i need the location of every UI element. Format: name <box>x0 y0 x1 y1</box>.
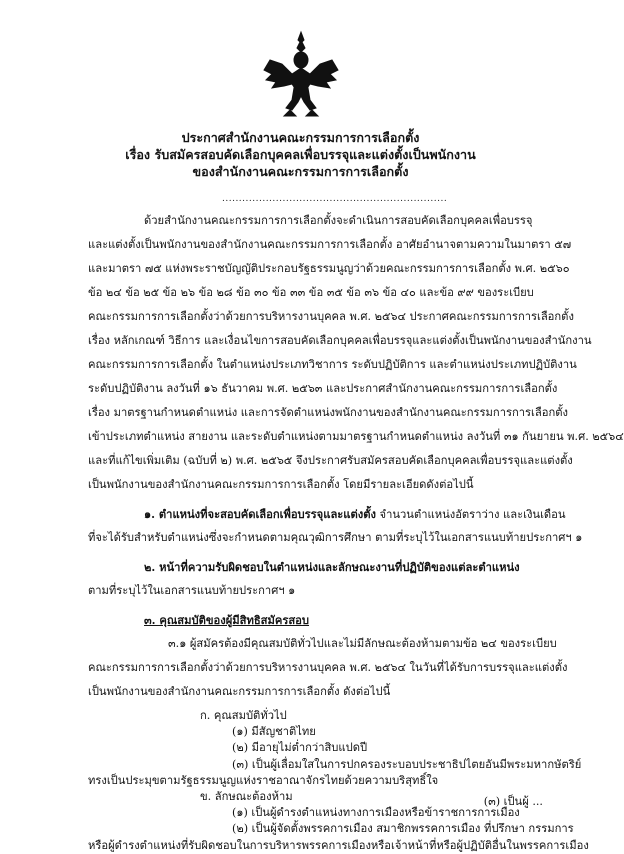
intro-line: และที่แก้ไขเพิ่มเติม (ฉบับที่ ๒) พ.ศ. ๒๕๖๕ จึงประกาศรับสมัครสอบคัดเลือกบุคคลเพื่อบรรจุและแต่งตั้ง <box>88 454 573 467</box>
section-2-line: ตามที่ระบุไว้ในเอกสารแนบท้ายประกาศฯ ๑ <box>88 584 296 597</box>
section-1-rest: จำนวนตำแหน่งอัตราว่าง และเงินเดือน <box>375 508 566 521</box>
prohibition-item: (๑) เป็นผู้ดำรงตำแหน่งทางการเมืองหรือข้าราชการการเมือง <box>232 806 520 820</box>
intro-line: เป็นพนักงานของสำนักงานคณะกรรมการการเลือกตั้ง โดยมีรายละเอียดดังต่อไปนี้ <box>88 478 474 491</box>
intro-line: เรื่อง มาตรฐานกำหนดตำแหน่ง และการจัดตำแหน่งพนักงานของสำนักงานคณะกรรมการการเลือกตั้ง <box>88 406 568 419</box>
intro-line: ด้วยสำนักงานคณะกรรมการการเลือกตั้งจะดำเนินการสอบคัดเลือกบุคคลเพื่อบรรจุ <box>144 214 533 227</box>
section-3-1-line: เป็นพนักงานของสำนักงานคณะกรรมการการเลือกตั้ง ดังต่อไปนี้ <box>88 685 391 698</box>
intro-line: คณะกรรมการการเลือกตั้งว่าด้วยการบริหารงานบุคคล พ.ศ. ๒๕๖๔ ประกาศคณะกรรมการการเลือกตั้ง <box>88 310 574 323</box>
announcement-subject: เรื่อง รับสมัครสอบคัดเลือกบุคคลเพื่อบรรจุและแต่งตั้งเป็นพนักงาน <box>125 147 476 162</box>
intro-line: เข้าประเภทตำแหน่ง สายงาน และระดับตำแหน่งตามมาตรฐานกำหนดตำแหน่ง ลงวันที่ ๓๑ กันยายน พ.ศ. ๒๕๖๔ <box>88 430 624 443</box>
prohibition-heading: ข. ลักษณะต้องห้าม <box>200 790 293 803</box>
separator-dots: ................................................................... <box>222 194 448 204</box>
garuda-emblem <box>262 30 340 118</box>
qualification-item: (๒) มีอายุไม่ต่ำกว่าสิบแปดปี <box>232 741 368 755</box>
section-2-heading: ๒. หน้าที่ความรับผิดชอบในตำแหน่งและลักษณะงานที่ปฏิบัติของแต่ละตำแหน่ง <box>144 560 520 574</box>
prohibition-item-cont: หรือผู้ดำรงตำแหน่งที่รับผิดชอบในการบริหารพรรคการเมืองหรือเจ้าหน้าที่หรือผู้ปฏิบัติอื่นในพรรคการเมือง <box>88 838 589 852</box>
qualification-item: (๓) เป็นผู้เลื่อมใสในการปกครองระบอบประชาธิปไตยอันมีพระมหากษัตริย์ <box>232 757 582 771</box>
section-3-heading: ๓. คุณสมบัติของผู้มีสิทธิสมัครสอบ <box>144 613 310 627</box>
intro-line: ข้อ ๒๔ ข้อ ๒๕ ข้อ ๒๖ ข้อ ๒๘ ข้อ ๓๐ ข้อ ๓๓ ข้อ ๓๕ ข้อ ๓๖ ข้อ ๔๐ และข้อ ๙๙ ของระเบียบ <box>88 286 534 299</box>
intro-line: คณะกรรมการการเลือกตั้ง ในตำแหน่งประเภทวิชาการ ระดับปฏิบัติการ และตำแหน่งประเภทปฏิบัติงาน <box>88 358 577 371</box>
section-1-heading: ๑. ตำแหน่งที่จะสอบคัดเลือกเพื่อบรรจุและแต่งตั้ง <box>144 507 376 521</box>
prohibition-item: (๒) เป็นผู้จัดตั้งพรรคการเมือง สมาชิกพรรคการเมือง ที่ปรึกษา กรรมการ <box>232 822 574 836</box>
section-1-line: ที่จะได้รับสำหรับตำแหน่งซึ่งจะกำหนดตามคุณวุฒิการศึกษา ตามที่ระบุไว้ในเอกสารแนบท้ายประกาศฯ ๑ <box>88 531 583 544</box>
qualification-item: (๑) มีสัญชาติไทย <box>232 725 316 739</box>
intro-line: และมาตรา ๗๕ แห่งพระราชบัญญัติประกอบรัฐธรรมนูญว่าด้วยคณะกรรมการการเลือกตั้ง พ.ศ. ๒๕๖๐ <box>88 262 570 275</box>
qualification-heading: ก. คุณสมบัติทั่วไป <box>200 709 287 722</box>
section-3-1-line: ๓.๑ ผู้สมัครต้องมีคุณสมบัติทั่วไปและไม่มีลักษณะต้องห้ามตามข้อ ๒๔ ของระเบียบ <box>168 637 557 650</box>
qualification-item-cont: ทรงเป็นประมุขตามรัฐธรรมนูญแห่งราชอาณาจักรไทยด้วยความบริสุทธิ์ใจ <box>88 773 439 787</box>
section-3-1-line: คณะกรรมการการเลือกตั้งว่าด้วยการบริหารงานบุคคล พ.ศ. ๒๕๖๔ ในวันที่ได้รับการบรรจุและแต่งตั้ง <box>88 661 568 674</box>
intro-line: เรื่อง หลักเกณฑ์ วิธีการ และเงื่อนไขการสอบคัดเลือกบุคคลเพื่อบรรจุและแต่งตั้งเป็นพนักงานของสำนักงาน <box>88 334 592 347</box>
announcement-title: ประกาศสำนักงานคณะกรรมการการเลือกตั้ง <box>181 130 420 145</box>
intro-line: และแต่งตั้งเป็นพนักงานของสำนักงานคณะกรรมการการเลือกตั้ง อาศัยอำนาจตามความในมาตรา ๕๗ <box>88 238 572 251</box>
announcement-subject-cont: ของสำนักงานคณะกรรมการการเลือกตั้ง <box>192 164 409 179</box>
intro-line: ระดับปฏิบัติงาน ลงวันที่ ๑๖ ธันวาคม พ.ศ. ๒๕๖๓ และประกาศสำนักงานคณะกรรมการการเลือกตั้ง <box>88 382 558 395</box>
continuation-marker: (๓) เป็นผู้ ... <box>483 795 543 808</box>
section-1-line <box>144 506 566 523</box>
